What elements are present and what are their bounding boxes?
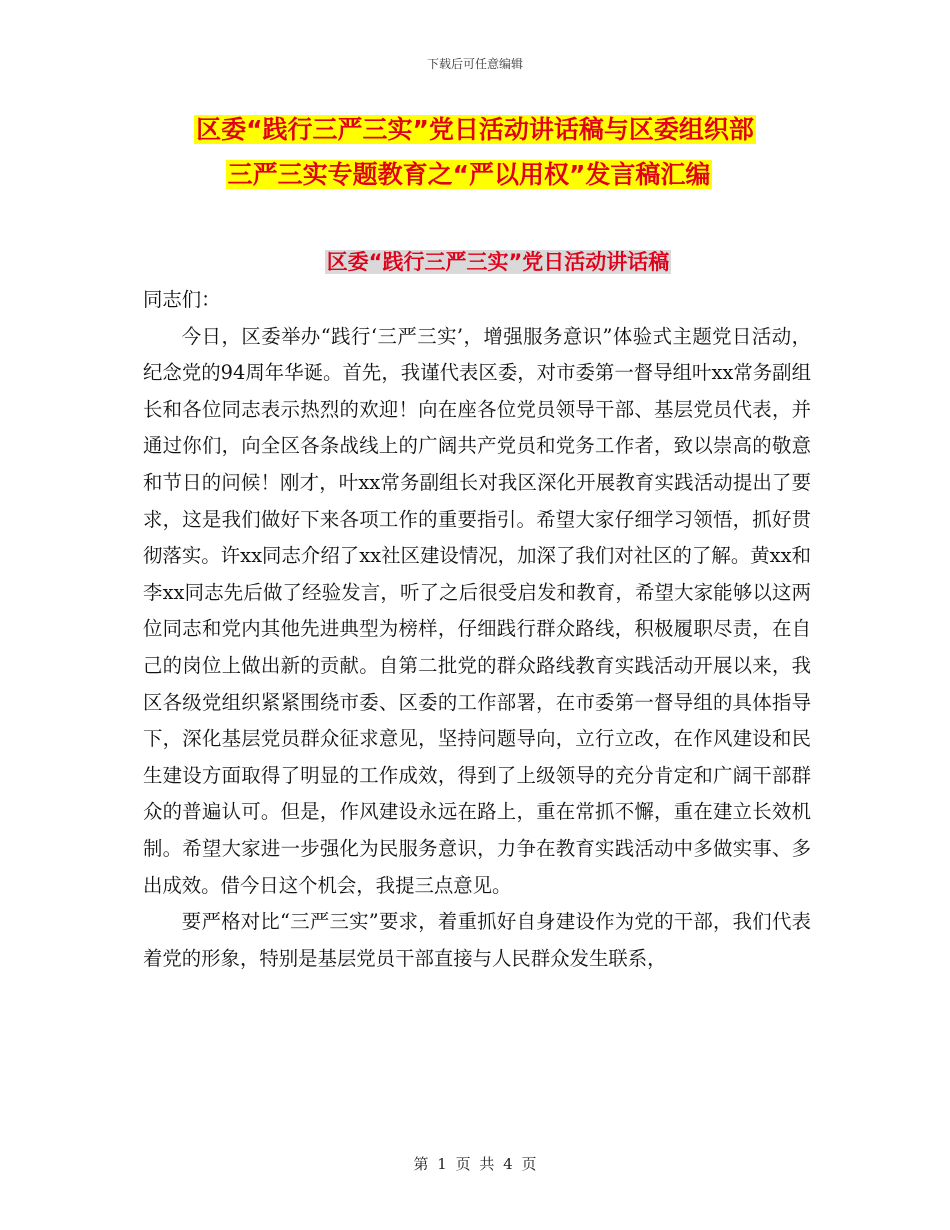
document-body xyxy=(143,282,811,977)
document-title-line-1-text: 区委“践行三严三实”党日活动讲话稿与区委组织部 xyxy=(196,115,754,144)
page-header-note: 下载后可任意编辑 xyxy=(426,57,523,71)
body-paragraph-2: 要严格对比“三严三实”要求，着重抓好自身建设作为党的干部，我们代表着党的形象，特别是基层党员干部直接与人民群众发生联系， xyxy=(143,910,811,970)
salutation: 同志们： xyxy=(143,288,221,311)
section-title-text: 区委“践行三严三实”党日活动讲话稿 xyxy=(326,250,670,274)
document-title-line-1 xyxy=(0,113,950,147)
section-title xyxy=(0,247,950,277)
document-title-line-2 xyxy=(0,158,944,192)
document-title-line-2-text: 三严三实专题教育之“严以用权”发言稿汇编 xyxy=(227,160,711,189)
page-number-footer: 第 1 页 共 4 页 xyxy=(413,1155,537,1173)
body-paragraph-1: 今日，区委举办“践行‘三严三实’，增强服务意识”体验式主题党日活动，纪念党的94周年华诞。首先，我谨代表区委，对市委第一督导组叶xx常务副组长和各位同志表示热烈的欢迎！向在座各位党员领导干部、基层党员代表，并通过你们，向全区各条战线上的广阔共产党员和党务工作者，致以崇高的敬意和节日的问候！刚才，叶xx常务副组长对我区深化开展教育实践活动提出了要求，这是我们做好下来各项工作的重要指引。希望大家仔细学习领悟，抓好贯彻落实。许xx同志介绍了xx社区建设情况，加深了我们对社区的了解。黄xx和李xx同志先后做了经验发言，听了之后很受启发和教育，希望大家能够以这两位同志和党内其他先进典型为榜样，仔细践行群众路线，积极履职尽责，在自己的岗位上做出新的贡献。自第二批党的群众路线教育实践活动开展以来，我区各级党组织紧紧围绕市委、区委的工作部署，在市委第一督导组的具体指导下，深化基层党员群众征求意见，坚持问题导向，立行立改，在作风建设和民生建设方面取得了明显的工作成效，得到了上级领导的充分肯定和广阔干部群众的普遍认可。但是，作风建设永远在路上，重在常抓不懈，重在建立长效机制。希望大家进一步强化为民服务意识，力争在教育实践活动中多做实事、多出成效。借今日这个机会，我提三点意见。 xyxy=(143,324,811,897)
